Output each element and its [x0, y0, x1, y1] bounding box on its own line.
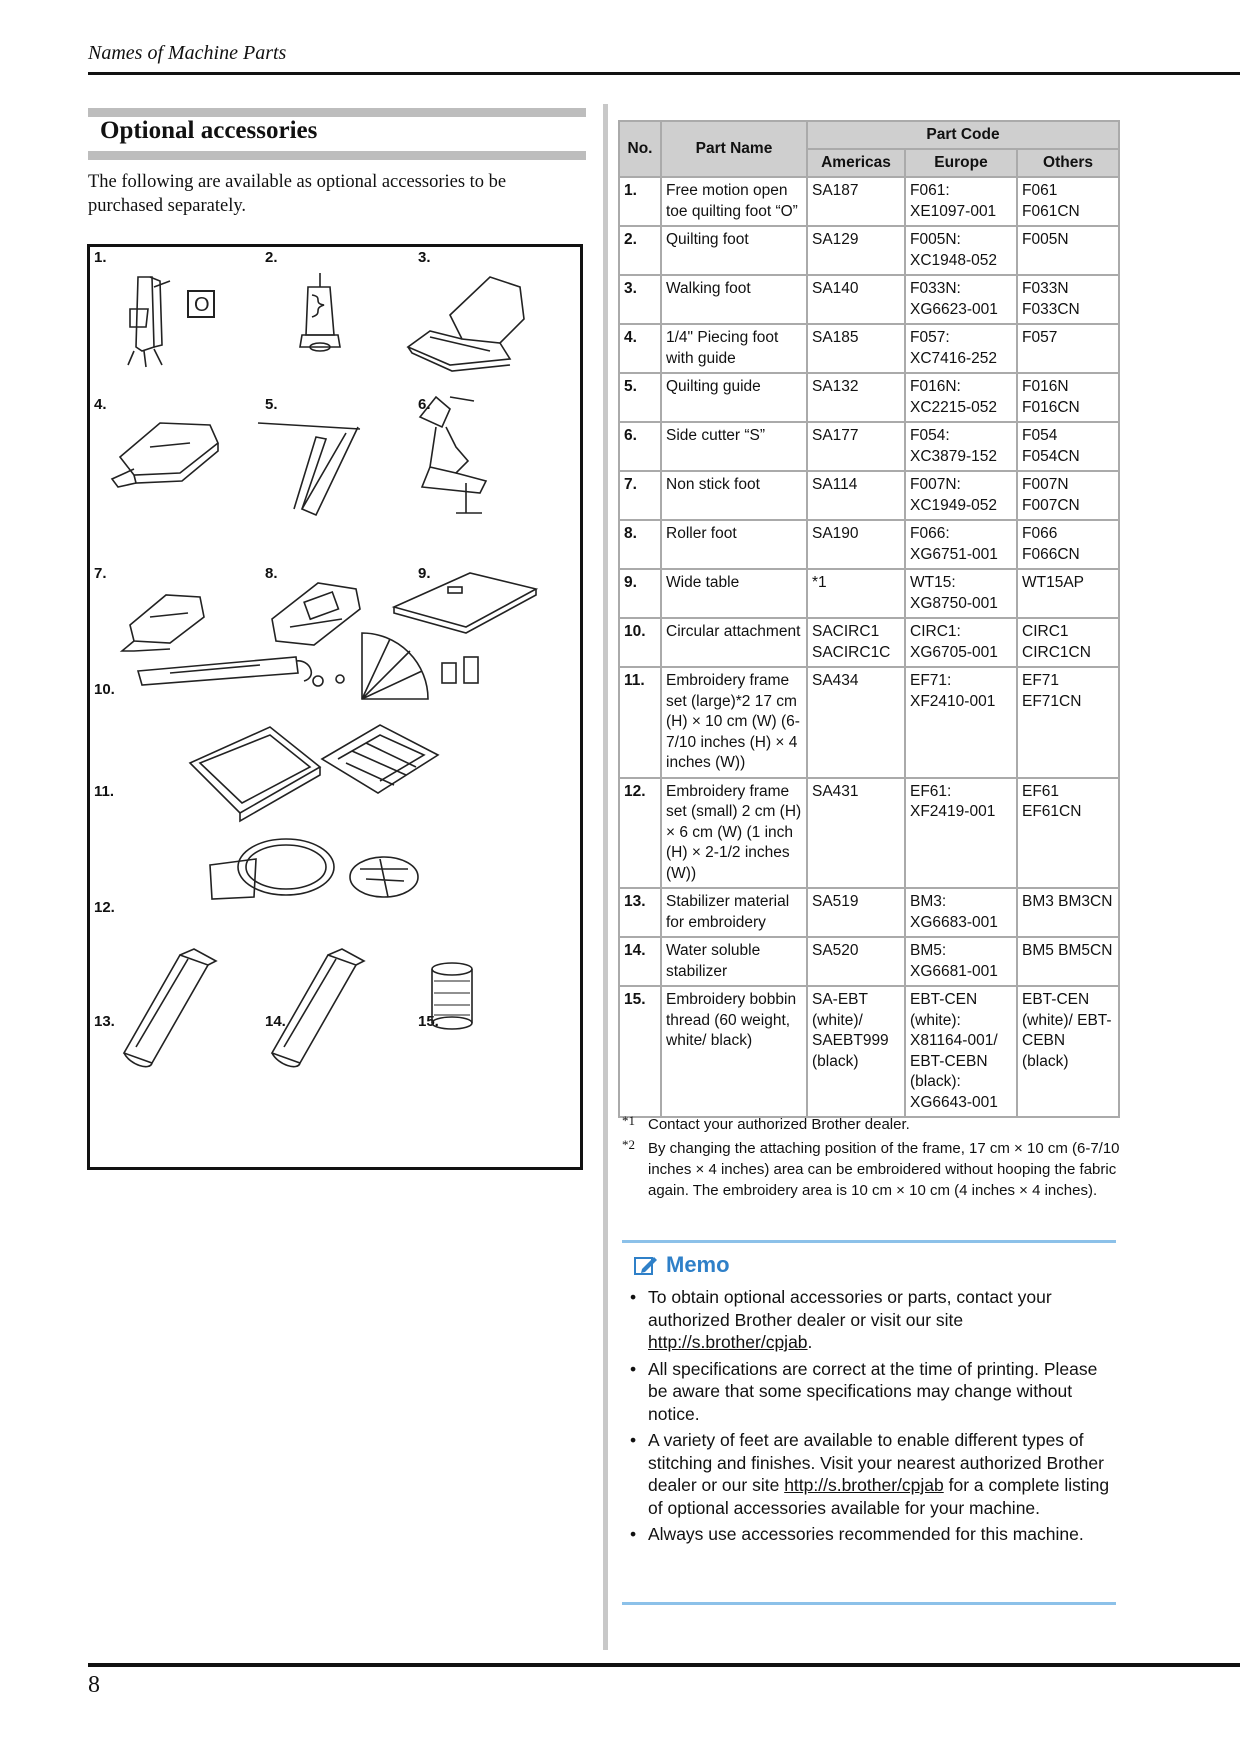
cell-europe: F057: XC7416-252 [905, 324, 1017, 373]
accessories-figure [87, 244, 583, 1170]
cell-europe: F054: XC3879-152 [905, 422, 1017, 471]
cell-americas: SA-EBT (white)/ SAEBT999 (black) [807, 986, 905, 1117]
table-row [619, 778, 1119, 889]
running-header: Names of Machine Parts [88, 42, 287, 64]
cell-europe: F007N: XC1949-052 [905, 471, 1017, 520]
figure-label: 2. [265, 249, 278, 266]
table-row [619, 275, 1119, 324]
cell-name: Side cutter “S” [661, 422, 807, 471]
cell-europe: EF71: XF2410-001 [905, 667, 1017, 778]
cell-no: 3. [619, 275, 661, 324]
figure-label: 6. [418, 396, 431, 413]
memo-item-text: To obtain optional accessories or parts, contact your authorized Brother dealer or visit our site [648, 1287, 1052, 1330]
accessories-illustrations [90, 247, 580, 1167]
cell-europe: F033N: XG6623-001 [905, 275, 1017, 324]
memo-rule-top [622, 1240, 1116, 1243]
part-code-table [618, 120, 1120, 1118]
table-row [619, 667, 1119, 778]
cell-no: 9. [619, 569, 661, 618]
cell-name: Free motion open toe quilting foot “O” [661, 177, 807, 226]
figure-label: 11. [94, 783, 115, 800]
non-stick-foot-icon [122, 595, 204, 651]
header-part-name: Part Name [661, 121, 807, 177]
cell-others: F033N F033CN [1017, 275, 1119, 324]
cell-name: 1/4" Piecing foot with guide [661, 324, 807, 373]
cell-no: 14. [619, 937, 661, 986]
figure-label: 7. [94, 565, 107, 582]
piecing-foot-icon [112, 423, 218, 487]
side-cutter-icon [420, 397, 486, 513]
footnote-mark: *1 [622, 1113, 635, 1128]
footnote-mark: *2 [622, 1137, 635, 1152]
footnote [620, 1138, 1120, 1201]
cell-no: 10. [619, 618, 661, 667]
figure-label: 8. [265, 565, 278, 582]
memo-item-text: A variety of feet are available to enable different types of stitching and finishes. Visit your nearest authorized Brother dealer or our site [648, 1430, 1104, 1495]
cell-americas: SA177 [807, 422, 905, 471]
footnote-text: Contact your authorized Brother dealer. [648, 1116, 910, 1133]
cell-americas: SA190 [807, 520, 905, 569]
walking-foot-icon [408, 277, 524, 371]
quilting-guide-icon [258, 423, 360, 515]
cell-americas: SA434 [807, 667, 905, 778]
figure-label: 3. [418, 249, 431, 266]
cell-no: 5. [619, 373, 661, 422]
memo-item-text: All specifications are correct at the time of printing. Please be aware that some specifications may change without notice. [648, 1358, 1098, 1424]
stabilizer-roll-icon [124, 949, 216, 1067]
memo-rule-bottom [622, 1602, 1116, 1605]
cell-europe: F005N: XC1948-052 [905, 226, 1017, 275]
memo-item-text: for a complete listing of optional accessories available for your machine. [648, 1475, 1110, 1518]
cell-europe: F061: XE1097-001 [905, 177, 1017, 226]
cell-name: Embroidery frame set (small) 2 cm (H) × 6 cm (W) (1 inch (H) × 2-1/2 inches (W)) [661, 778, 807, 889]
cell-others: F061 F061CN [1017, 177, 1119, 226]
cell-europe: EF61: XF2419-001 [905, 778, 1017, 889]
cell-europe: EBT-CEN (white): X81164-001/ EBT-CEBN (black): XG6643-001 [905, 986, 1017, 1117]
memo-item [630, 1523, 1120, 1546]
table-row [619, 422, 1119, 471]
water-soluble-roll-icon [272, 949, 364, 1067]
cell-americas: SA132 [807, 373, 905, 422]
memo-item [630, 1358, 1120, 1426]
memo-pencil-icon [634, 1254, 658, 1276]
cell-name: Quilting foot [661, 226, 807, 275]
section-bar-bottom [88, 151, 586, 160]
open-toe-foot-icon [128, 277, 170, 367]
header-no: No. [619, 121, 661, 177]
footer-rule [88, 1663, 1240, 1667]
cell-name: Non stick foot [661, 471, 807, 520]
memo-item [630, 1429, 1120, 1519]
table-row [619, 520, 1119, 569]
figure-label: 12. [94, 899, 115, 916]
header-americas: Americas [807, 149, 905, 177]
table-row [619, 618, 1119, 667]
table-row [619, 471, 1119, 520]
cell-europe: CIRC1: XG6705-001 [905, 618, 1017, 667]
figure-label: 15. [418, 1013, 439, 1030]
table-row [619, 986, 1119, 1117]
table-row [619, 888, 1119, 937]
cell-no: 6. [619, 422, 661, 471]
section-title: Optional accessories [100, 117, 318, 144]
cell-name: Water soluble stabilizer [661, 937, 807, 986]
table-row [619, 226, 1119, 275]
open-toe-badge-letter: O [194, 294, 210, 316]
brother-site-link[interactable]: http://s.brother/cpjab [784, 1475, 944, 1495]
cell-no: 15. [619, 986, 661, 1117]
cell-others: F066 F066CN [1017, 520, 1119, 569]
memo-item-text: Always use accessories recommended for this machine. [648, 1524, 1084, 1544]
cell-americas: SA519 [807, 888, 905, 937]
cell-americas: SA187 [807, 177, 905, 226]
cell-others: F007N F007CN [1017, 471, 1119, 520]
header-part-code: Part Code [807, 121, 1119, 149]
figure-label: 10. [94, 681, 115, 698]
memo-item [630, 1286, 1120, 1354]
header-rule [88, 72, 1240, 75]
figure-label: 14. [265, 1013, 286, 1030]
circular-attachment-icon [138, 633, 478, 699]
page-number: 8 [88, 1672, 100, 1698]
small-embroidery-frame-icon [210, 839, 418, 899]
cell-name: Embroidery bobbin thread (60 weight, white/ black) [661, 986, 807, 1117]
table-row [619, 937, 1119, 986]
large-embroidery-frame-icon [190, 725, 438, 821]
section-bar-top [88, 108, 586, 117]
cell-name: Quilting guide [661, 373, 807, 422]
cell-no: 4. [619, 324, 661, 373]
cell-americas: *1 [807, 569, 905, 618]
cell-name: Stabilizer material for embroidery [661, 888, 807, 937]
footnote-text: By changing the attaching position of the frame, 17 cm × 10 cm (6-7/10 inches × 4 inches) area can be embroidered without hooping the fabric again. The embroidery area is 10 cm × 10 cm (4 inches × 4 inches). [648, 1140, 1120, 1199]
cell-no: 1. [619, 177, 661, 226]
quilting-foot-icon [300, 273, 340, 351]
cell-name: Walking foot [661, 275, 807, 324]
header-europe: Europe [905, 149, 1017, 177]
cell-europe: BM3: XG6683-001 [905, 888, 1017, 937]
cell-no: 12. [619, 778, 661, 889]
cell-americas: SACIRC1 SACIRC1C [807, 618, 905, 667]
cell-name: Wide table [661, 569, 807, 618]
cell-no: 11. [619, 667, 661, 778]
cell-name: Circular attachment [661, 618, 807, 667]
section-intro: The following are available as optional accessories to be purchased separately. [88, 172, 507, 216]
figure-label: 13. [94, 1013, 115, 1030]
cell-no: 13. [619, 888, 661, 937]
wide-table-icon [394, 573, 536, 633]
figure-label: 9. [418, 565, 431, 582]
footnote [620, 1114, 1120, 1135]
table-row [619, 177, 1119, 226]
cell-others: EBT-CEN (white)/ EBT-CEBN (black) [1017, 986, 1119, 1117]
figure-label: 4. [94, 396, 107, 413]
table-row [619, 569, 1119, 618]
table-body [619, 177, 1119, 1117]
thread-spool-icon [432, 963, 472, 1029]
header-others: Others [1017, 149, 1119, 177]
memo-heading [634, 1252, 730, 1278]
cell-others: F054 F054CN [1017, 422, 1119, 471]
cell-americas: SA140 [807, 275, 905, 324]
cell-others: F057 [1017, 324, 1119, 373]
cell-americas: SA129 [807, 226, 905, 275]
cell-others: BM3 BM3CN [1017, 888, 1119, 937]
cell-americas: SA114 [807, 471, 905, 520]
footnotes [620, 1114, 1120, 1204]
cell-others: BM5 BM5CN [1017, 937, 1119, 986]
cell-europe: F066: XG6751-001 [905, 520, 1017, 569]
cell-name: Embroidery frame set (large)*2 17 cm (H) × 10 cm (W) (6-7/10 inches (H) × 4 inches (W)) [661, 667, 807, 778]
table-row [619, 373, 1119, 422]
cell-europe: F016N: XC2215-052 [905, 373, 1017, 422]
cell-europe: WT15: XG8750-001 [905, 569, 1017, 618]
cell-americas: SA520 [807, 937, 905, 986]
memo-list [630, 1286, 1120, 1550]
cell-no: 7. [619, 471, 661, 520]
column-divider [603, 104, 608, 1650]
roller-foot-icon [272, 583, 360, 645]
cell-americas: SA185 [807, 324, 905, 373]
cell-name: Roller foot [661, 520, 807, 569]
cell-others: EF61 EF61CN [1017, 778, 1119, 889]
memo-item-text: . [807, 1332, 813, 1352]
cell-no: 2. [619, 226, 661, 275]
brother-site-link[interactable]: http://s.brother/cpjab [648, 1332, 808, 1352]
table-row [619, 324, 1119, 373]
cell-europe: BM5: XG6681-001 [905, 937, 1017, 986]
cell-others: WT15AP [1017, 569, 1119, 618]
cell-others: CIRC1 CIRC1CN [1017, 618, 1119, 667]
figure-label: 5. [265, 396, 278, 413]
figure-label: 1. [94, 249, 107, 266]
cell-others: EF71 EF71CN [1017, 667, 1119, 778]
cell-others: F005N [1017, 226, 1119, 275]
cell-americas: SA431 [807, 778, 905, 889]
cell-no: 8. [619, 520, 661, 569]
cell-others: F016N F016CN [1017, 373, 1119, 422]
memo-title: Memo [666, 1252, 730, 1277]
